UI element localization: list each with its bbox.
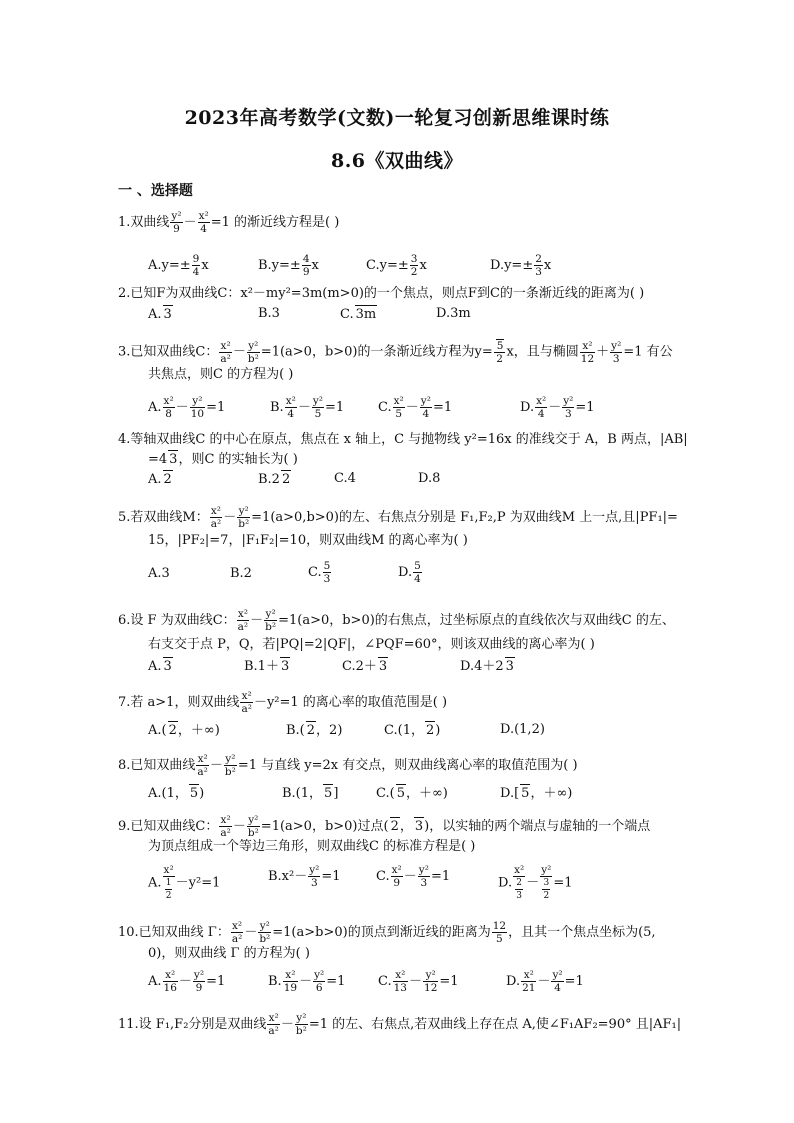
q9-option-a: A. $\frac{\text{x²}}{\frac{1}{2}}$ －y²=1 (148, 864, 221, 901)
q4-option-b: B.2 2 (258, 472, 291, 487)
q5-option-d: D. $\frac{5}{4}$ (398, 560, 421, 585)
q5-option-b: B.2 (230, 566, 252, 581)
q9-option-d: D. $\frac{\text{x²}}{\frac{2}{3}}$ － $\frac{\text{y²}}{\frac{3}{2}}$ =1 (498, 864, 573, 901)
q2-option-d: D.3m (436, 306, 471, 321)
q4-option-c: C.4 (334, 471, 356, 486)
q2-option-a: A. 3 (148, 307, 172, 322)
question-9-line-1: 9.已知双曲线C： $\frac{\text{x²}}{\text{a²}}$ － $\frac{\text{y²}}{\text{b²}}$ =1(a>0，b>0)过点( 2， 3)，以实轴的两个端点与虚轴的一个端点 (118, 814, 651, 839)
question-4-line-1: 4.等轴双曲线C 的中心在原点，焦点在 x 轴上，C 与抛物线 y²=16x 的准线交于 A，B 两点，|AB| (118, 432, 688, 447)
q10-option-a: A. $\frac{\text{x²}}{16}$ － $\frac{\text{y²}}{9}$ =1 (148, 969, 226, 994)
question-8: 8.已知双曲线 $\frac{\text{x²}}{\text{a²}}$ － $\frac{\text{y²}}{\text{b²}}$ =1 与直线 y=2x 有交点，则双曲线离心率的取值范围为( ) (118, 753, 578, 778)
q3-option-a: A. $\frac{\text{x²}}{8}$ － $\frac{\text{y²}}{10}$ =1 (148, 395, 226, 420)
section-heading: 一 、选择题 (118, 183, 193, 199)
question-10-line-1: 10.已知双曲线 Γ： $\frac{\text{x²}}{\text{a²}}$ － $\frac{\text{y²}}{\text{b²}}$ =1(a>b>0)的顶点到渐近线的距离为 $\frac{12}{5}$ ，且其一个焦点坐标为(5, (118, 920, 656, 945)
q1-option-a: A.y=± $\frac{9}{4}$ x (148, 253, 209, 278)
q3-option-c: C. $\frac{\text{x²}}{5}$ － $\frac{\text{y²}}{4}$ =1 (378, 395, 453, 420)
q2-option-b: B.3 (258, 306, 280, 321)
q10-option-b: B. $\frac{\text{x²}}{19}$ － $\frac{\text{y²}}{6}$ =1 (268, 969, 346, 994)
q3-option-d: D. $\frac{\text{x²}}{4}$ － $\frac{\text{y²}}{3}$ =1 (520, 395, 595, 420)
q7-option-c: C.(1， 2) (384, 723, 441, 738)
page-subtitle: 8.6《双曲线》 (330, 150, 464, 172)
q9-option-b: B.x²－ $\frac{\text{y²}}{3}$ =1 (268, 864, 341, 889)
page-title: 2023年高考数学(文数)一轮复习创新思维课时练 (184, 107, 610, 129)
q1-option-c: C.y=± $\frac{3}{2}$ x (366, 253, 427, 278)
question-7: 7.若 a>1，则双曲线 $\frac{\text{x²}}{\text{a²}}$ －y²=1 的离心率的取值范围是( ) (118, 690, 448, 715)
q7-option-a: A.( 2，＋∞) (148, 723, 220, 738)
q5-option-a: A.3 (148, 566, 170, 581)
q8-option-b: B.(1， 5] (282, 786, 339, 801)
q6-option-a: A. 3 (148, 659, 172, 674)
question-3-line-1: 3.已知双曲线C： $\frac{\text{x²}}{\text{a²}}$ － $\frac{\text{y²}}{\text{b²}}$ =1(a>0，b>0)的一条渐近线方程为y= $\frac{5}{2}$ x，且与椭圆 $\frac{\text{x²}}{12}$ ＋ $\frac{\text{y²}}{3}$ =1 有公 (118, 339, 673, 365)
q7-option-b: B.( 2，2) (286, 723, 343, 738)
q8-option-a: A.(1， 5) (148, 786, 205, 801)
q1-option-b: B.y=± $\frac{4}{9}$ x (258, 253, 319, 278)
question-11: 11.设 F₁,F₂分别是双曲线 $\frac{\text{x²}}{\text{a²}}$ － $\frac{\text{y²}}{\text{b²}}$ =1 的左、右焦点,若双曲线上存在点 A,使∠F₁AF₂=90° 且|AF₁| (118, 1012, 682, 1037)
question-5-line-1: 5.若双曲线M： $\frac{\text{x²}}{\text{a²}}$ － $\frac{\text{y²}}{\text{b²}}$ =1(a>0,b>0)的左、右焦点分别是 F₁,F₂,P 为双曲线M 上一点,且|PF₁|= (118, 505, 678, 530)
q7-option-d: D.(1,2) (500, 722, 545, 737)
q9-option-c: C. $\frac{\text{x²}}{9}$ － $\frac{\text{y²}}{3}$ =1 (376, 864, 451, 889)
question-1: 1.双曲线 $\frac{\text{y²}}{9}$ － $\frac{\text{x²}}{4}$ =1 的渐近线方程是( ) (118, 210, 340, 235)
q6-option-d: D.4＋2 3 (460, 659, 514, 674)
question-6-line-1: 6.设 F 为双曲线C： $\frac{\text{x²}}{\text{a²}}$ － $\frac{\text{y²}}{\text{b²}}$ =1(a>0，b>0)的右焦点，过坐标原点的直线依次与双曲线C 的左、 (118, 608, 675, 633)
question-10-line-2: 0)，则双曲线 Γ 的方程为( ) (148, 946, 310, 961)
q6-option-c: C.2＋ 3 (342, 659, 388, 674)
q4-option-d: D.8 (418, 471, 441, 486)
q6-option-b: B.1＋ 3 (244, 659, 290, 674)
q8-option-d: D.[ 5，＋∞) (500, 786, 573, 801)
question-9-line-2: 为顶点组成一个等边三角形，则双曲线C 的标准方程是( ) (148, 839, 476, 854)
question-2: 2.已知F为双曲线C：x²－my²=3m(m>0)的一个焦点，则点F到C的一条渐近线的距离为( ) (118, 286, 645, 301)
q8-option-c: C.( 5，＋∞) (376, 786, 448, 801)
q5-option-c: C. $\frac{5}{3}$ (308, 560, 331, 585)
q2-option-c: C. 3m (340, 307, 377, 322)
q3-option-b: B. $\frac{\text{x²}}{4}$ － $\frac{\text{y²}}{5}$ =1 (270, 395, 345, 420)
q4-option-a: A. 2 (148, 472, 172, 487)
question-6-line-2: 右支交于点 P，Q，若|PQ|=2|QF|，∠PQF=60°，则该双曲线的离心率为( ) (148, 637, 595, 652)
question-4-line-2: =4 3，则C 的实轴长为( ) (148, 452, 298, 467)
question-5-line-2: 15，|PF₂|=7，|F₁F₂|=10，则双曲线M 的离心率为( ) (148, 533, 468, 548)
q10-option-d: D. $\frac{\text{x²}}{21}$ － $\frac{\text{y²}}{4}$ =1 (506, 969, 584, 994)
question-3-line-2: 共焦点，则C 的方程为( ) (148, 367, 294, 382)
q10-option-c: C. $\frac{\text{x²}}{13}$ － $\frac{\text{y²}}{12}$ =1 (378, 969, 459, 994)
q1-option-d: D.y=± $\frac{2}{3}$ x (490, 253, 552, 278)
